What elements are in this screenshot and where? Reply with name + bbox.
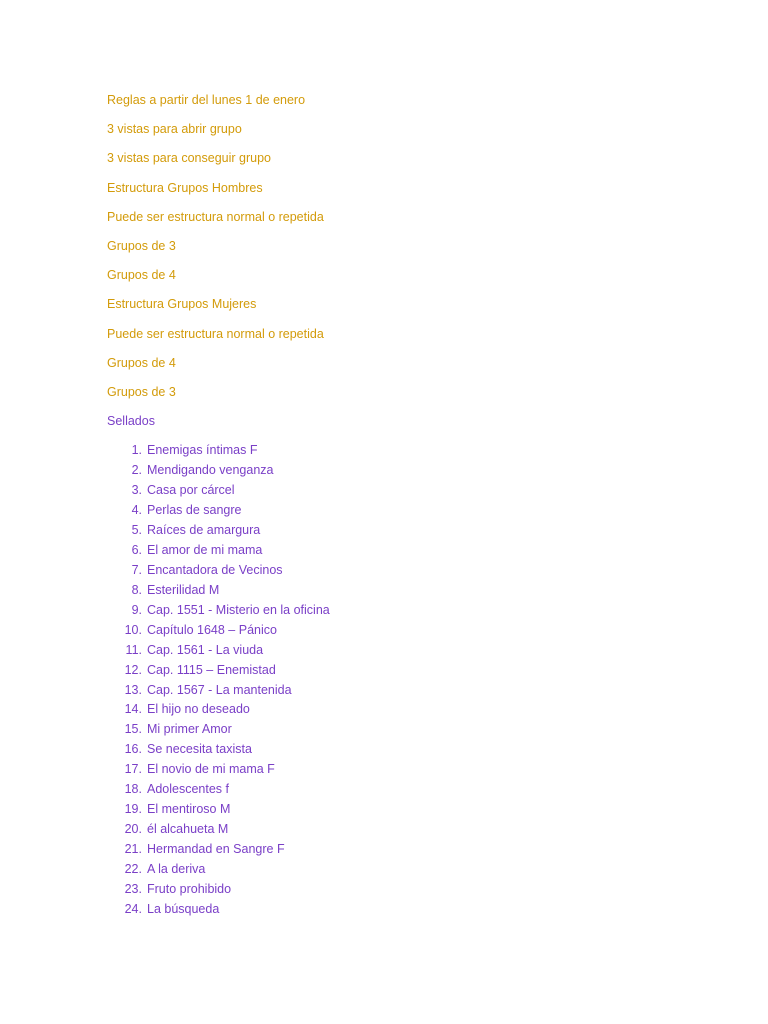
paragraphs: [107, 91, 707, 441]
list-item: [107, 581, 707, 601]
paragraph-get-group: 3 vistas para conseguir grupo: [107, 151, 271, 166]
paragraph-men-structure: Estructura Grupos Hombres: [107, 180, 263, 195]
list-item-number: 18.: [124, 782, 142, 797]
list-item-text: El mentiroso M: [147, 802, 231, 817]
paragraph-men-structure-note: Puede ser estructura normal o repetida: [107, 209, 324, 224]
list-item-number: 22.: [124, 861, 142, 876]
paragraph-women-structure-note: Puede ser estructura normal o repetida: [107, 326, 324, 341]
list-item-text: Enemigas íntimas F: [147, 443, 258, 458]
list-item-number: 9.: [131, 602, 142, 617]
list-item-text: Esterilidad M: [147, 582, 220, 597]
list-item: [107, 900, 707, 920]
list-item: [107, 820, 707, 840]
list-item-number: 1.: [131, 443, 142, 458]
paragraph-sealed-heading: Sellados: [107, 414, 155, 429]
list-item-text: Encantadora de Vecinos: [147, 562, 283, 577]
list-item-text: Mendigando venganza: [147, 463, 274, 478]
list-item: [107, 700, 707, 720]
list-item-number: 17.: [124, 762, 142, 777]
list-item-text: Cap. 1561 - La viuda: [147, 642, 264, 657]
list-item: [107, 561, 707, 581]
list-item-number: 4.: [131, 503, 142, 518]
paragraph-men-groups-4: Grupos de 4: [107, 268, 176, 283]
list-item: [107, 521, 707, 541]
list-item-number: 24.: [124, 901, 142, 916]
list-item: [107, 800, 707, 820]
list-item-text: Se necesita taxista: [147, 742, 252, 757]
list-item: [107, 601, 707, 621]
list-item-number: 14.: [124, 702, 142, 717]
list-item-number: 21.: [124, 842, 142, 856]
list-item: [107, 720, 707, 740]
list-item-text: Cap. 1567 - La mantenida: [147, 682, 292, 697]
list-item-number: 10.: [124, 622, 142, 637]
list-item-text: Casa por cárcel: [147, 483, 235, 498]
list-item: [107, 840, 707, 860]
list-item-text: Adolescentes f: [147, 782, 229, 797]
list-item-text: Mi primer Amor: [147, 722, 232, 737]
list-item-text: Cap. 1115 – Enemistad: [147, 662, 276, 677]
list-item: [107, 661, 707, 681]
paragraph-women-groups-3: Grupos de 3: [107, 384, 176, 399]
list-item-text: A la deriva: [147, 861, 206, 876]
list-item-number: 7.: [131, 562, 142, 577]
paragraph-women-groups-4: Grupos de 4: [107, 355, 176, 370]
list-item-number: 8.: [131, 582, 142, 597]
list-item-text: él alcahueta M: [147, 822, 229, 837]
paragraph-men-groups-3: Grupos de 3: [107, 238, 176, 253]
paragraph-open-group: 3 vistas para abrir grupo: [107, 122, 242, 137]
list-item: [107, 481, 707, 501]
list-item-text: Cap. 1551 - Misterio en la oficina: [147, 602, 330, 617]
list-item-number: 6.: [131, 542, 142, 557]
list-item: [107, 621, 707, 641]
list-item-number: 16.: [124, 742, 142, 757]
list-item-text: Capítulo 1648 – Pánico: [147, 622, 277, 637]
list-item: [107, 541, 707, 561]
list-item: [107, 780, 707, 800]
list-item-number: 15.: [124, 722, 142, 737]
list-item: [107, 501, 707, 521]
list-item: [107, 880, 707, 900]
list-item: [107, 740, 707, 760]
list-item-number: 11.: [125, 642, 142, 657]
list-item-text: El amor de mi mama: [147, 542, 263, 557]
list-item-text: Hermandad en Sangre F: [147, 842, 285, 856]
list-item-text: El hijo no deseado: [147, 702, 250, 717]
list-item-text: Fruto prohibido: [147, 881, 232, 896]
sealed-list: [107, 441, 707, 920]
list-item-text: Perlas de sangre: [147, 503, 242, 518]
list-item-number: 13.: [124, 682, 142, 697]
list-item-text: El novio de mi mama F: [147, 762, 275, 777]
list-item-number: 19.: [124, 802, 142, 817]
list-item-number: 12.: [124, 662, 142, 677]
list-item-text: La búsqueda: [147, 901, 220, 916]
list-item: [107, 860, 707, 880]
list-item-number: 20.: [124, 822, 142, 837]
paragraph-women-structure: Estructura Grupos Mujeres: [107, 297, 257, 312]
list-item-number: 2.: [131, 463, 142, 478]
list-item-text: Raíces de amargura: [147, 523, 261, 537]
list-item: [107, 641, 707, 661]
list-item-number: 23.: [124, 881, 142, 896]
list-item-number: 5.: [131, 523, 142, 537]
list-item: [107, 441, 707, 461]
list-item-number: 3.: [131, 483, 142, 498]
list-item: [107, 681, 707, 701]
paragraph-rules-title: Reglas a partir del lunes 1 de enero: [107, 93, 306, 107]
document-page: [107, 91, 707, 920]
list-item: [107, 760, 707, 780]
list-item: [107, 461, 707, 481]
